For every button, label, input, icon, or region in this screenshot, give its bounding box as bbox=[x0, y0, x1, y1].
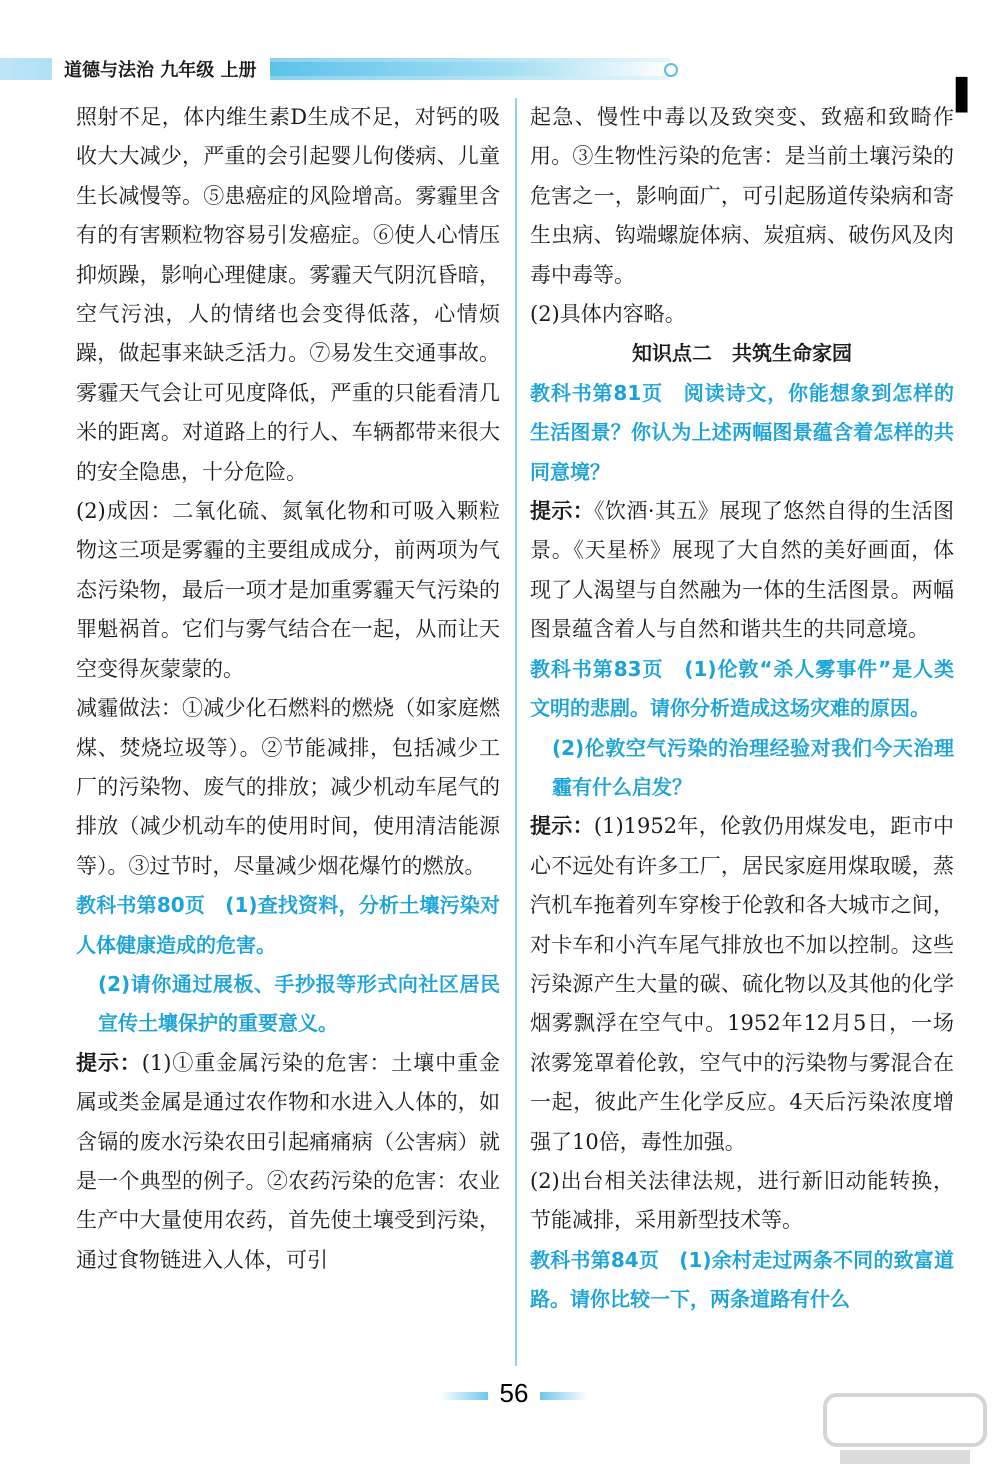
column-divider bbox=[515, 98, 517, 1366]
hint-label: 提示： bbox=[530, 814, 594, 839]
hint-text: (1)①重金属污染的危害：土壤中重金属或类金属是通过农作物和水进入人体的，如含镉的废水污染农田引起痛痛病（公害病）就是一个典型的例子。②农药污染的危害：农业生产中大量使用农药，首先使土壤受到污染，通过食物链进入人体，可引 bbox=[76, 1050, 501, 1272]
hint-paragraph bbox=[530, 492, 954, 650]
question-text: 阅读诗文，你能想象到怎样的生活图景？你认为上述两幅图景蕴含着怎样的共同意境？ bbox=[530, 380, 954, 484]
right-column bbox=[530, 98, 954, 1320]
textbook-page-ref: 教科书第83页 bbox=[530, 656, 664, 681]
textbook-question bbox=[76, 886, 500, 965]
paragraph: (2)具体内容略。 bbox=[530, 302, 686, 327]
book-title: 道德与法治 九年级 上册 bbox=[52, 54, 270, 84]
page-header bbox=[0, 52, 680, 86]
textbook-page-ref: 教科书第84页 bbox=[530, 1247, 660, 1272]
hint-label: 提示： bbox=[530, 499, 595, 524]
hint-paragraph bbox=[76, 1044, 500, 1280]
section-title: 知识点二 共筑生命家园 bbox=[632, 341, 852, 366]
footer-decoration-right bbox=[540, 1392, 588, 1400]
question-text: (1)查找资料，分析土壤污染对人体健康造成的危害。 bbox=[76, 893, 500, 957]
header-dot-icon bbox=[664, 63, 678, 77]
footer-decoration-left bbox=[440, 1392, 488, 1400]
question-text: (1)余村走过两条不同的致富道路。请你比较一下，两条道路有什么 bbox=[530, 1247, 954, 1312]
paragraph: 照射不足，体内维生素D生成不足，对钙的吸收大大减少，严重的会引起婴儿佝偻病、儿童生长减慢等。⑤患癌症的风险增高。雾霾里含有的有害颗粒物容易引发癌症。⑥使人心情压抑烦躁，影响心理健康。雾霾天气阴沉昏暗，空气污浊，人的情绪也会变得低落，心情烦躁，做起事来缺乏活力。⑦易发生交通事故。雾霾天气会让可见度降低，严重的只能看清几米的距离。对道路上的行人、车辆都带来很大的安全隐患，十分危险。 bbox=[76, 105, 500, 484]
textbook-question bbox=[530, 650, 954, 729]
paragraph: 减霾做法：①减少化石燃料的燃烧（如家庭燃煤、焚烧垃圾等）。②节能减排，包括减少工厂的污染物、废气的排放；减少机动车尾气的排放（减少机动车的使用时间，使用清洁能源等）。③过节时，尽量减少烟花爆竹的燃放。 bbox=[76, 696, 500, 878]
paragraph: (2)出台相关法律法规，进行新旧动能转换，节能减排，采用新型技术等。 bbox=[530, 1168, 954, 1233]
paragraph: 起急、慢性中毒以及致突变、致癌和致畸作用。③生物性污染的危害：是当前土壤污染的危害之一，影响面广，可引起肠道传染病和寄生虫病、钩端螺旋体病、炭疽病、破伤风及肉毒中毒等。 bbox=[530, 105, 954, 287]
textbook-question bbox=[530, 374, 954, 492]
textbook-question bbox=[530, 1241, 954, 1320]
hint-label: 提示： bbox=[76, 1050, 142, 1075]
corner-mark-icon: ▌ bbox=[956, 78, 980, 113]
hint-text: 《饮酒·其五》展现了悠然自得的生活图景。《天星桥》展现了大自然的美好画面，体现了人渴望与自然融为一体的生活图景。两幅图景蕴含着人与自然和谐共生的共同意境。 bbox=[530, 499, 954, 642]
textbook-page-ref: 教科书第80页 bbox=[76, 893, 206, 918]
page-number: 56 bbox=[499, 1378, 529, 1408]
hint-text: (1)1952年，伦敦仍用煤发电，距市中心不远处有许多工厂，居民家庭用煤取暖，蒸汽机车拖着列车穿梭于伦敦和各大城市之间，对卡车和小汽车尾气排放也不加以控制。这些污染源产生大量的碳、硫化物以及其他的化学烟雾飘浮在空气中。1952年12月5日，一场浓雾笼罩着伦敦，空气中的污染物与雾混合在一起，彼此产生化学反应。4天后污染浓度增强了10倍，毒性加强。 bbox=[530, 814, 954, 1154]
question-text: (2)请你通过展板、手抄报等形式向社区居民宣传土壤保护的重要意义。 bbox=[98, 971, 500, 1036]
textbook-page-ref: 教科书第81页 bbox=[530, 380, 663, 405]
question-text: (2)伦敦空气污染的治理经验对我们今天治理霾有什么启发？ bbox=[552, 735, 954, 799]
paragraph: (2)成因：二氧化硫、氮氧化物和可吸入颗粒物这三项是雾霾的主要组成成分，前两项为气态污染物，最后一项才是加重雾霾天气污染的罪魁祸首。它们与雾气结合在一起，从而让天空变得灰蒙蒙的。 bbox=[76, 499, 500, 681]
hint-paragraph bbox=[530, 807, 954, 1162]
question-text: (1)伦敦“杀人雾事件”是人类文明的悲剧。请你分析造成这场灾难的原因。 bbox=[530, 656, 954, 721]
header-band-accent bbox=[270, 62, 670, 76]
watermark-logo bbox=[820, 1390, 990, 1470]
left-column bbox=[76, 98, 500, 1280]
